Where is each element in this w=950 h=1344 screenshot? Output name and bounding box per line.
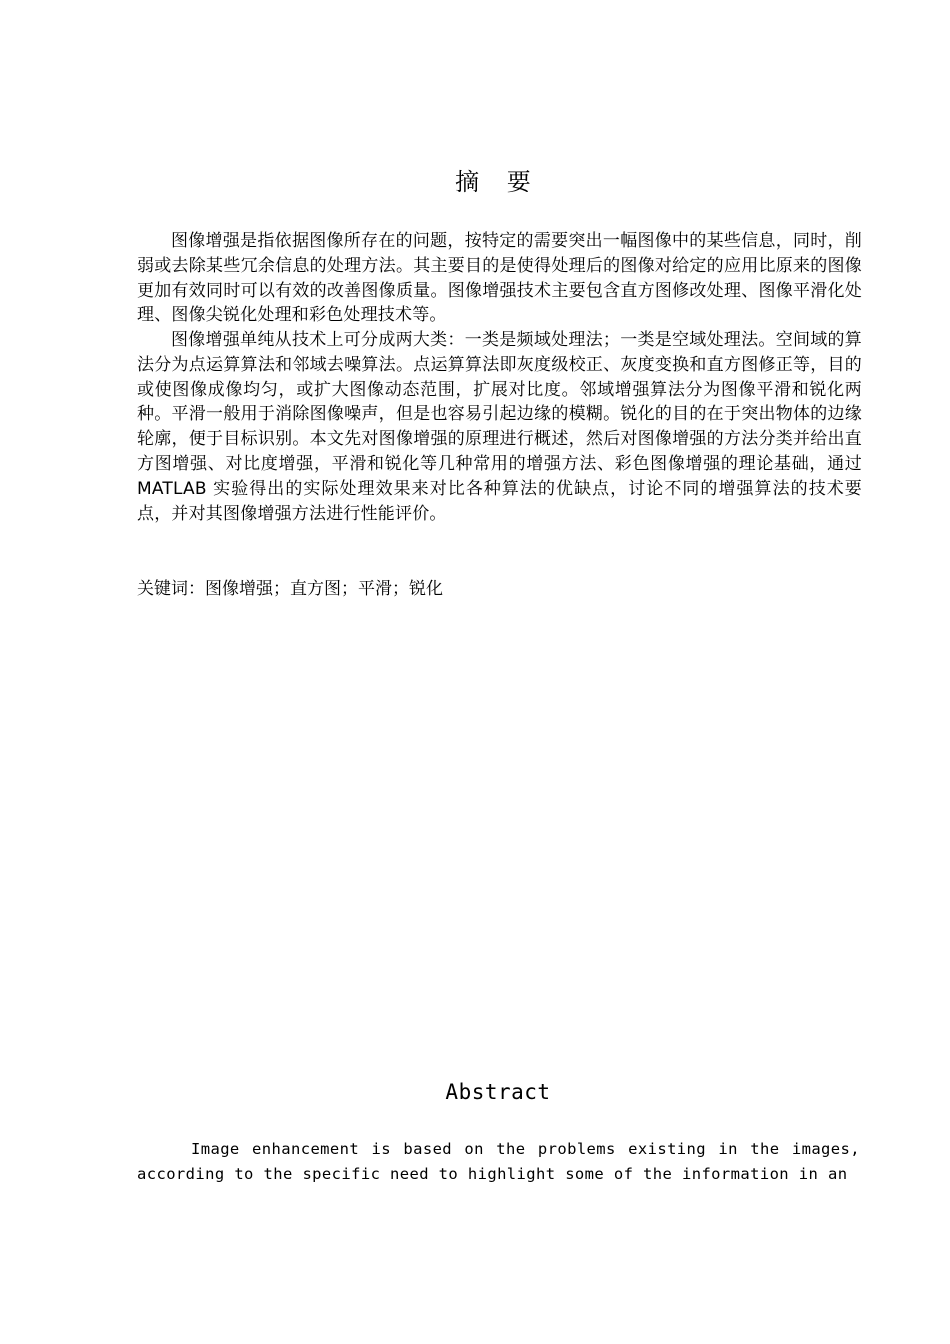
- chinese-abstract-paragraph-1: 图像增强是指依据图像所存在的问题，按特定的需要突出一幅图像中的某些信息，同时，削弱或去除某些冗余信息的处理方法。其主要目的是使得处理后的图像对给定的应用比原来的图像更加有效同时可以有效的改善图像质量。图像增强技术主要包含直方图修改处理、图像平滑化处理、图像尖锐化处理和彩色处理技术等。: [137, 231, 862, 326]
- english-abstract-paragraph: Image enhancement is based on the problems existing in the images, according to the specific need to highlight some of the information in an: [137, 1140, 860, 1183]
- chinese-keywords: 关键词：图像增强；直方图；平滑；锐化: [137, 579, 443, 599]
- chinese-abstract-paragraph-2: 图像增强单纯从技术上可分成两大类：一类是频域处理法；一类是空域处理法。空间域的算法分为点运算算法和邻域去噪算法。点运算算法即灰度级校正、灰度变换和直方图修正等，目的或使图像成像均匀，或扩大图像动态范围，扩展对比度。邻域增强算法分为图像平滑和锐化两种。平滑一般用于消除图像噪声，但是也容易引起边缘的模糊。锐化的目的在于突出物体的边缘轮廓，便于目标识别。本文先对图像增强的原理进行概述，然后对图像增强的方法分类并给出直方图增强、对比度增强，平滑和锐化等几种常用的增强方法、彩色图像增强的理论基础，通过 MATLAB 实验得出的实际处理效果来对比各种算法的优缺点，讨论不同的增强算法的技术要点，并对其图像增强方法进行性能评价。: [137, 330, 862, 524]
- chinese-abstract-title: 摘 要: [455, 168, 541, 196]
- english-abstract-title: Abstract: [445, 1080, 551, 1104]
